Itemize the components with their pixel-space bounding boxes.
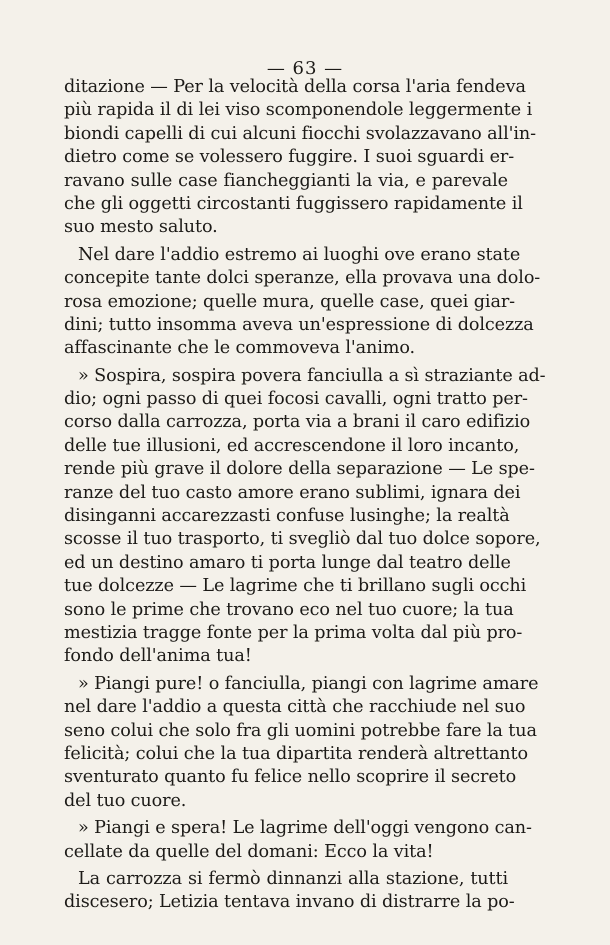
text-line: nel dare l'addio a questa città che racchiude nel suo: [64, 697, 526, 718]
text-line: La carrozza si fermò dinnanzi alla stazione, tutti: [78, 868, 508, 889]
paragraph: [64, 244, 541, 361]
text-line: biondi capelli di cui alcuni fiocchi svolazzavano all'in-: [64, 123, 536, 144]
text-line: corso dalla carrozza, porta via a brani il caro edifizio: [64, 412, 531, 433]
text-line: che gli oggetti circostanti fuggissero rapidamente il: [64, 193, 523, 214]
text-line: fondo dell'anima tua!: [64, 646, 252, 667]
text-line: ravano sulle case fiancheggianti la via, e parevale: [64, 170, 508, 191]
paragraph: [64, 365, 546, 669]
text-line: ed un destino amaro ti porta lunge dal teatro delle: [64, 552, 511, 573]
text-line: discesero; Letizia tentava invano di distrarre la po-: [64, 892, 515, 913]
paragraph: [64, 868, 515, 915]
text-line: ranze del tuo casto amore erano sublimi, ignara dei: [64, 482, 521, 503]
text-line: concepite tante dolci speranze, ella provava una dolo-: [64, 268, 541, 289]
text-line: cellate da quelle del domani: Ecco la vita!: [64, 841, 434, 862]
text-line: rosa emozione; quelle mura, quelle case, quei giar-: [64, 291, 516, 312]
text-line: dio; ogni passo di quei focosi cavalli, ogni tratto per-: [64, 389, 528, 410]
text-line: » Piangi pure! o fanciulla, piangi con lagrime amare: [78, 673, 539, 694]
text-line: disinganni accarezzasti confuse lusinghe; la realtà: [64, 506, 510, 527]
text-line: affascinante che le commoveva l'animo.: [64, 338, 416, 359]
text-line: scosse il tuo trasporto, ti svegliò dal tuo dolce sopore,: [64, 529, 541, 550]
text-line: seno colui che solo fra gli uomini potrebbe fare la tua: [64, 720, 537, 741]
text-line: rende più grave il dolore della separazione — Le spe-: [64, 459, 535, 480]
text-line: delle tue illusioni, ed accrescendone il loro incanto,: [64, 435, 520, 456]
text-line: felicità; colui che la tua dipartita renderà altrettanto: [64, 743, 528, 764]
text-line: ditazione — Per la velocità della corsa l'aria fendeva: [64, 77, 526, 97]
text-line: sventurato quanto fu felice nello scoprire il secreto: [64, 767, 517, 788]
text-line: più rapida il di lei viso scomponendole leggermente i: [64, 100, 533, 121]
text-line: Nel dare l'addio estremo ai luoghi ove erano state: [78, 244, 521, 265]
text-line: del tuo cuore.: [64, 790, 187, 811]
body-text: [64, 76, 546, 919]
paragraph: [64, 673, 539, 813]
text-line: » Piangi e spera! Le lagrime dell'oggi vengono can-: [78, 818, 532, 839]
text-line: » Sospira, sospira povera fanciulla a sì straziante ad-: [78, 365, 546, 386]
text-line: mestizia tragge fonte per la prima volta dal più pro-: [64, 622, 523, 643]
paragraph: [64, 817, 532, 864]
text-line: sono le prime che trovano eco nel tuo cuore; la tua: [64, 599, 514, 620]
paragraph: [64, 76, 536, 240]
text-line: dietro come se volessero fuggire. I suoi sguardi er-: [64, 147, 515, 168]
text-line: dini; tutto insomma aveva un'espressione di dolcezza: [64, 314, 534, 335]
text-line: suo mesto saluto.: [64, 217, 218, 238]
text-line: tue dolcezze — Le lagrime che ti brillano sugli occhi: [64, 576, 527, 597]
page-number: — 63 —: [266, 58, 344, 79]
